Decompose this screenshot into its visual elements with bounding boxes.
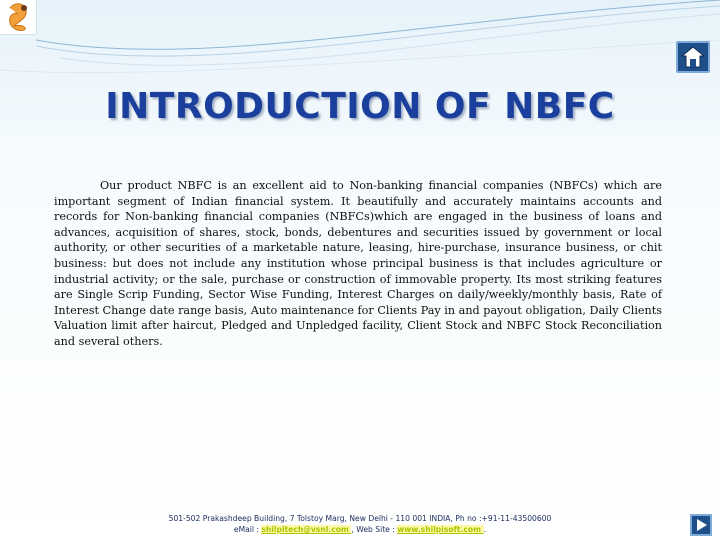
- intro-paragraph: Our product NBFC is an excellent aid to Non-banking financial companies (NBFCs) which are important segment of Indian financial system. It beautifully and accurately maintains accounts and records for Non-banking financial companies (NBFCs)which are engaged in the business of loans and advances, acquisition of shares, stock, bonds, debentures and securities issued by government or local authority, or other securities of a marketable nature, leasing, hire-purchase, insurance business, or chit business: but does not include any institution whose principal business is that includes agriculture or industrial activity; or the sale, purchase or construction of immovable property. Its most striking features are Single Scrip Funding, Sector Wise Funding, Interest Charges on daily/weekly/monthly basis, Rate of Interest Change date range basis, Auto maintenance for Clients Pay in and payout obligation, Daily Clients Valuation limit after haircut, Pledged and Unpledged facility, Client Stock and NBFC Stock Reconciliation and several others.: [54, 179, 662, 348]
- footer-end: .: [483, 525, 487, 534]
- next-slide-button[interactable]: [690, 514, 712, 536]
- website-label: , Web Site :: [351, 525, 398, 534]
- company-logo: [0, 0, 37, 35]
- next-arrow-icon: [692, 516, 710, 534]
- page-title: INTRODUCTION OF NBFC: [105, 86, 615, 127]
- logo-icon: [0, 0, 36, 34]
- home-button[interactable]: [676, 41, 710, 73]
- website-link[interactable]: www.shilpisoft.com: [397, 525, 484, 534]
- decorative-swoosh: [0, 0, 720, 90]
- email-label: eMail :: [233, 525, 262, 534]
- footer-links: [0, 524, 720, 535]
- email-link[interactable]: shilpitech@vsnl.com: [261, 525, 352, 534]
- home-icon: [678, 43, 708, 71]
- footer-contact: [0, 513, 720, 535]
- footer-address: 501-502 Prakashdeep Building, 7 Tolstoy Marg, New Delhi - 110 001 INDIA, Ph no :+91-11-43500600: [168, 514, 552, 523]
